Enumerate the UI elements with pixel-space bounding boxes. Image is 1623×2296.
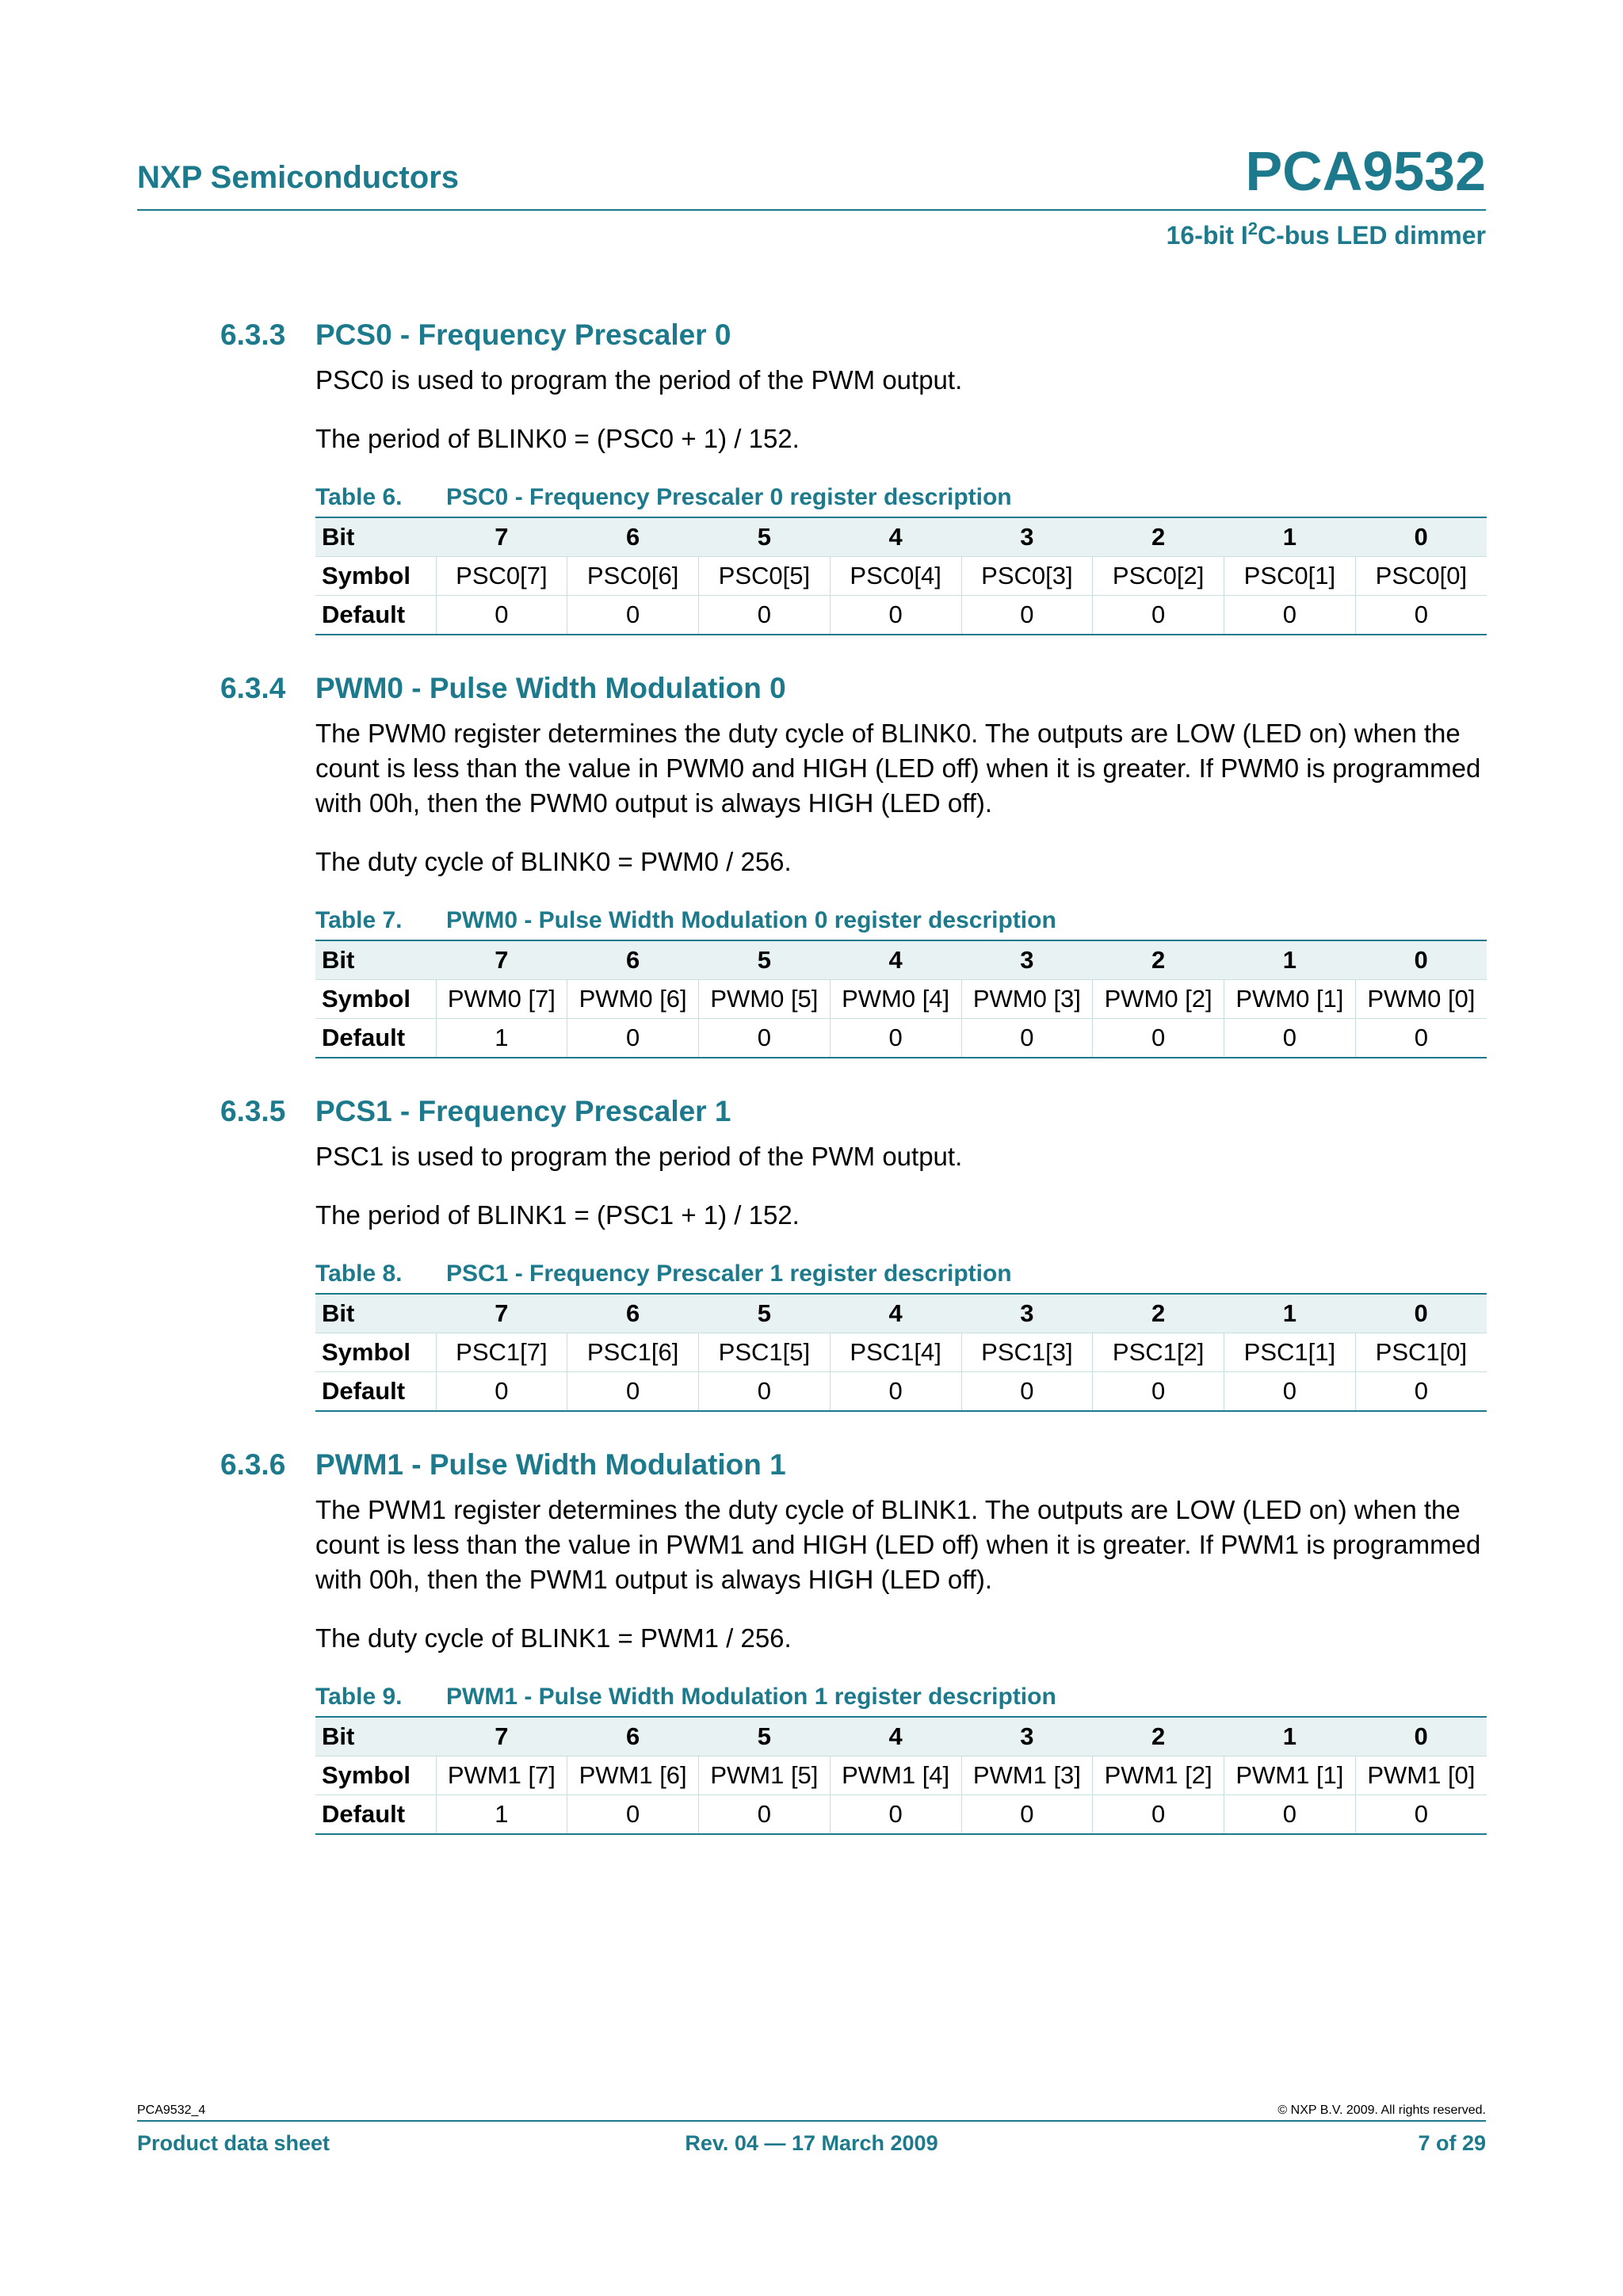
section (220, 314, 1487, 667)
bit-cell: 3 (961, 1294, 1093, 1333)
paragraph: The duty cycle of BLINK1 = PWM1 / 256. (315, 1623, 792, 1653)
bit-cell: 2 (1093, 517, 1224, 557)
page-content (220, 314, 1487, 1835)
section-number: 6.3.3 (220, 318, 286, 351)
default-cell: 0 (1224, 596, 1356, 635)
section-heading (220, 1090, 1487, 1133)
symbol-cell: PWM1 [3] (961, 1756, 1093, 1795)
symbol-cell: PWM1 [2] (1093, 1756, 1224, 1795)
bit-cell: 2 (1093, 940, 1224, 980)
bit-cell: 3 (961, 940, 1093, 980)
symbol-cell: PWM1 [4] (830, 1756, 961, 1795)
bit-cell: 1 (1224, 1294, 1356, 1333)
default-cell: 0 (1093, 1019, 1224, 1058)
section-title: PWM0 - Pulse Width Modulation 0 (315, 672, 786, 704)
bit-cell: 5 (699, 940, 831, 980)
paragraph: PSC0 is used to program the period of the PWM output. (315, 365, 963, 395)
default-cell: 0 (567, 1372, 699, 1412)
symbol-cell: PSC1[0] (1355, 1333, 1487, 1372)
row-label: Symbol (315, 1756, 436, 1795)
section-number: 6.3.4 (220, 672, 286, 704)
symbol-cell: PSC1[2] (1093, 1333, 1224, 1372)
default-cell: 1 (436, 1795, 567, 1835)
symbol-cell: PWM0 [7] (436, 980, 567, 1019)
table-label: Table 9. (315, 1684, 403, 1710)
symbol-cell: PWM1 [6] (567, 1756, 699, 1795)
table-title: PSC0 - Frequency Prescaler 0 register description (446, 484, 1012, 510)
symbol-cell: PWM1 [7] (436, 1756, 567, 1795)
footer-revision: Rev. 04 — 17 March 2009 (685, 2131, 938, 2155)
section-title: PCS0 - Frequency Prescaler 0 (315, 318, 731, 351)
row-label: Bit (315, 517, 436, 557)
bit-cell: 4 (830, 940, 961, 980)
default-cell: 0 (1224, 1372, 1356, 1412)
default-cell: 1 (436, 1019, 567, 1058)
table-title: PWM1 - Pulse Width Modulation 1 register description (446, 1684, 1056, 1710)
table-row (315, 980, 1487, 1019)
bit-cell: 1 (1224, 517, 1356, 557)
default-cell: 0 (699, 1795, 831, 1835)
default-cell: 0 (961, 1372, 1093, 1412)
register-table (315, 1293, 1487, 1412)
bit-cell: 5 (699, 1294, 831, 1333)
default-cell: 0 (1093, 1795, 1224, 1835)
bit-cell: 2 (1093, 1717, 1224, 1756)
paragraph: The duty cycle of BLINK0 = PWM0 / 256. (315, 847, 792, 876)
default-cell: 0 (1093, 1372, 1224, 1412)
default-cell: 0 (699, 1019, 831, 1058)
default-cell: 0 (436, 1372, 567, 1412)
bit-cell: 0 (1355, 517, 1487, 557)
paragraph: The period of BLINK0 = (PSC0 + 1) / 152. (315, 424, 800, 453)
symbol-cell: PWM0 [2] (1093, 980, 1224, 1019)
table-row (315, 1756, 1487, 1795)
table-caption (315, 1680, 1487, 1714)
section (220, 1444, 1487, 1835)
footer-doc-type: Product data sheet (137, 2131, 330, 2155)
table-row (315, 1019, 1487, 1058)
section-number: 6.3.5 (220, 1095, 286, 1127)
default-cell: 0 (830, 1372, 961, 1412)
bit-cell: 4 (830, 517, 961, 557)
product-title: PCA9532 (1245, 140, 1486, 202)
bit-cell: 7 (436, 1717, 567, 1756)
table-title: PWM0 - Pulse Width Modulation 0 register description (446, 907, 1056, 933)
table-label: Table 7. (315, 907, 403, 933)
row-label: Bit (315, 940, 436, 980)
default-cell: 0 (567, 1795, 699, 1835)
section-heading (220, 667, 1487, 710)
product-subtitle: 16-bit $I^2C$-bus LED dimmer (1166, 219, 1486, 250)
company-name: NXP Semiconductors (137, 160, 460, 195)
footer-doc-id: PCA9532_4 (137, 2103, 206, 2117)
header-divider (137, 209, 1486, 211)
section-heading (220, 1444, 1487, 1486)
default-cell: 0 (699, 596, 831, 635)
table-row (315, 596, 1487, 635)
default-cell: 0 (1355, 1019, 1487, 1058)
default-cell: 0 (961, 1019, 1093, 1058)
table-row (315, 557, 1487, 596)
symbol-cell: PSC0[3] (961, 557, 1093, 596)
section (220, 667, 1487, 1090)
symbol-cell: PSC0[6] (567, 557, 699, 596)
bit-cell: 5 (699, 517, 831, 557)
page-number: 7 of 29 (1418, 2131, 1486, 2155)
row-label: Default (315, 596, 436, 635)
bit-cell: 3 (961, 517, 1093, 557)
symbol-cell: PWM1 [0] (1355, 1756, 1487, 1795)
symbol-cell: PWM0 [5] (699, 980, 831, 1019)
bit-cell: 7 (436, 1294, 567, 1333)
footer-divider (137, 2120, 1486, 2122)
table-row (315, 1333, 1487, 1372)
bit-cell: 0 (1355, 1294, 1487, 1333)
symbol-cell: PSC0[1] (1224, 557, 1356, 596)
symbol-cell: PWM1 [1] (1224, 1756, 1356, 1795)
row-label: Default (315, 1795, 436, 1835)
table-label: Table 6. (315, 484, 403, 510)
paragraph: The period of BLINK1 = (PSC1 + 1) / 152. (315, 1200, 800, 1230)
table-label: Table 8. (315, 1261, 403, 1287)
row-label: Symbol (315, 980, 436, 1019)
default-cell: 0 (567, 1019, 699, 1058)
footer-copyright: © NXP B.V. 2009. All rights reserved. (1277, 2103, 1486, 2117)
default-cell: 0 (1355, 1795, 1487, 1835)
symbol-cell: PSC0[0] (1355, 557, 1487, 596)
default-cell: 0 (961, 596, 1093, 635)
default-cell: 0 (1355, 1372, 1487, 1412)
table-caption (315, 480, 1487, 515)
bit-cell: 7 (436, 940, 567, 980)
register-table (315, 940, 1487, 1058)
section (220, 1090, 1487, 1444)
default-cell: 0 (1224, 1019, 1356, 1058)
default-cell: 0 (1224, 1795, 1356, 1835)
default-cell: 0 (1355, 596, 1487, 635)
bit-cell: 0 (1355, 940, 1487, 980)
bit-cell: 6 (567, 1717, 699, 1756)
paragraph: The PWM0 register determines the duty cycle of BLINK0. The outputs are LOW (LED on) when the count is less than the value in PWM0 and HIGH (LED off) when it is greater. If PWM0 is programmed with 00h, then the PWM0 output is always HIGH (LED off). (315, 719, 1481, 818)
row-label: Symbol (315, 1333, 436, 1372)
row-label: Symbol (315, 557, 436, 596)
table-caption (315, 1257, 1487, 1291)
default-cell: 0 (567, 596, 699, 635)
row-label: Default (315, 1019, 436, 1058)
row-label: Bit (315, 1717, 436, 1756)
table-row (315, 1294, 1487, 1333)
paragraph: PSC1 is used to program the period of the PWM output. (315, 1142, 963, 1171)
table-row (315, 940, 1487, 980)
symbol-cell: PWM0 [4] (830, 980, 961, 1019)
symbol-cell: PSC1[5] (699, 1333, 831, 1372)
symbol-cell: PSC1[6] (567, 1333, 699, 1372)
default-cell: 0 (699, 1372, 831, 1412)
table-caption (315, 903, 1487, 938)
register-table (315, 1716, 1487, 1835)
symbol-cell: PSC0[5] (699, 557, 831, 596)
table-row (315, 517, 1487, 557)
table-row (315, 1717, 1487, 1756)
section-title: PCS1 - Frequency Prescaler 1 (315, 1095, 731, 1127)
symbol-cell: PSC0[2] (1093, 557, 1224, 596)
default-cell: 0 (830, 1019, 961, 1058)
bit-cell: 1 (1224, 1717, 1356, 1756)
symbol-cell: PWM1 [5] (699, 1756, 831, 1795)
bit-cell: 7 (436, 517, 567, 557)
bit-cell: 0 (1355, 1717, 1487, 1756)
section-title: PWM1 - Pulse Width Modulation 1 (315, 1448, 786, 1481)
bit-cell: 6 (567, 1294, 699, 1333)
default-cell: 0 (830, 1795, 961, 1835)
symbol-cell: PSC1[1] (1224, 1333, 1356, 1372)
default-cell: 0 (1093, 596, 1224, 635)
symbol-cell: PWM0 [6] (567, 980, 699, 1019)
default-cell: 0 (961, 1795, 1093, 1835)
bit-cell: 2 (1093, 1294, 1224, 1333)
register-table (315, 517, 1487, 635)
paragraph: The PWM1 register determines the duty cycle of BLINK1. The outputs are LOW (LED on) when the count is less than the value in PWM1 and HIGH (LED off) when it is greater. If PWM1 is programmed with 00h, then the PWM1 output is always HIGH (LED off). (315, 1495, 1481, 1594)
symbol-cell: PWM0 [3] (961, 980, 1093, 1019)
symbol-cell: PSC0[4] (830, 557, 961, 596)
default-cell: 0 (436, 596, 567, 635)
bit-cell: 1 (1224, 940, 1356, 980)
symbol-cell: PSC1[4] (830, 1333, 961, 1372)
bit-cell: 5 (699, 1717, 831, 1756)
row-label: Bit (315, 1294, 436, 1333)
row-label: Default (315, 1372, 436, 1412)
bit-cell: 4 (830, 1294, 961, 1333)
table-row (315, 1795, 1487, 1835)
symbol-cell: PSC1[7] (436, 1333, 567, 1372)
section-heading (220, 314, 1487, 357)
symbol-cell: PWM0 [0] (1355, 980, 1487, 1019)
default-cell: 0 (830, 596, 961, 635)
bit-cell: 4 (830, 1717, 961, 1756)
bit-cell: 3 (961, 1717, 1093, 1756)
bit-cell: 6 (567, 940, 699, 980)
symbol-cell: PSC0[7] (436, 557, 567, 596)
table-row (315, 1372, 1487, 1412)
symbol-cell: PWM0 [1] (1224, 980, 1356, 1019)
section-number: 6.3.6 (220, 1448, 286, 1481)
table-title: PSC1 - Frequency Prescaler 1 register description (446, 1261, 1012, 1287)
bit-cell: 6 (567, 517, 699, 557)
symbol-cell: PSC1[3] (961, 1333, 1093, 1372)
